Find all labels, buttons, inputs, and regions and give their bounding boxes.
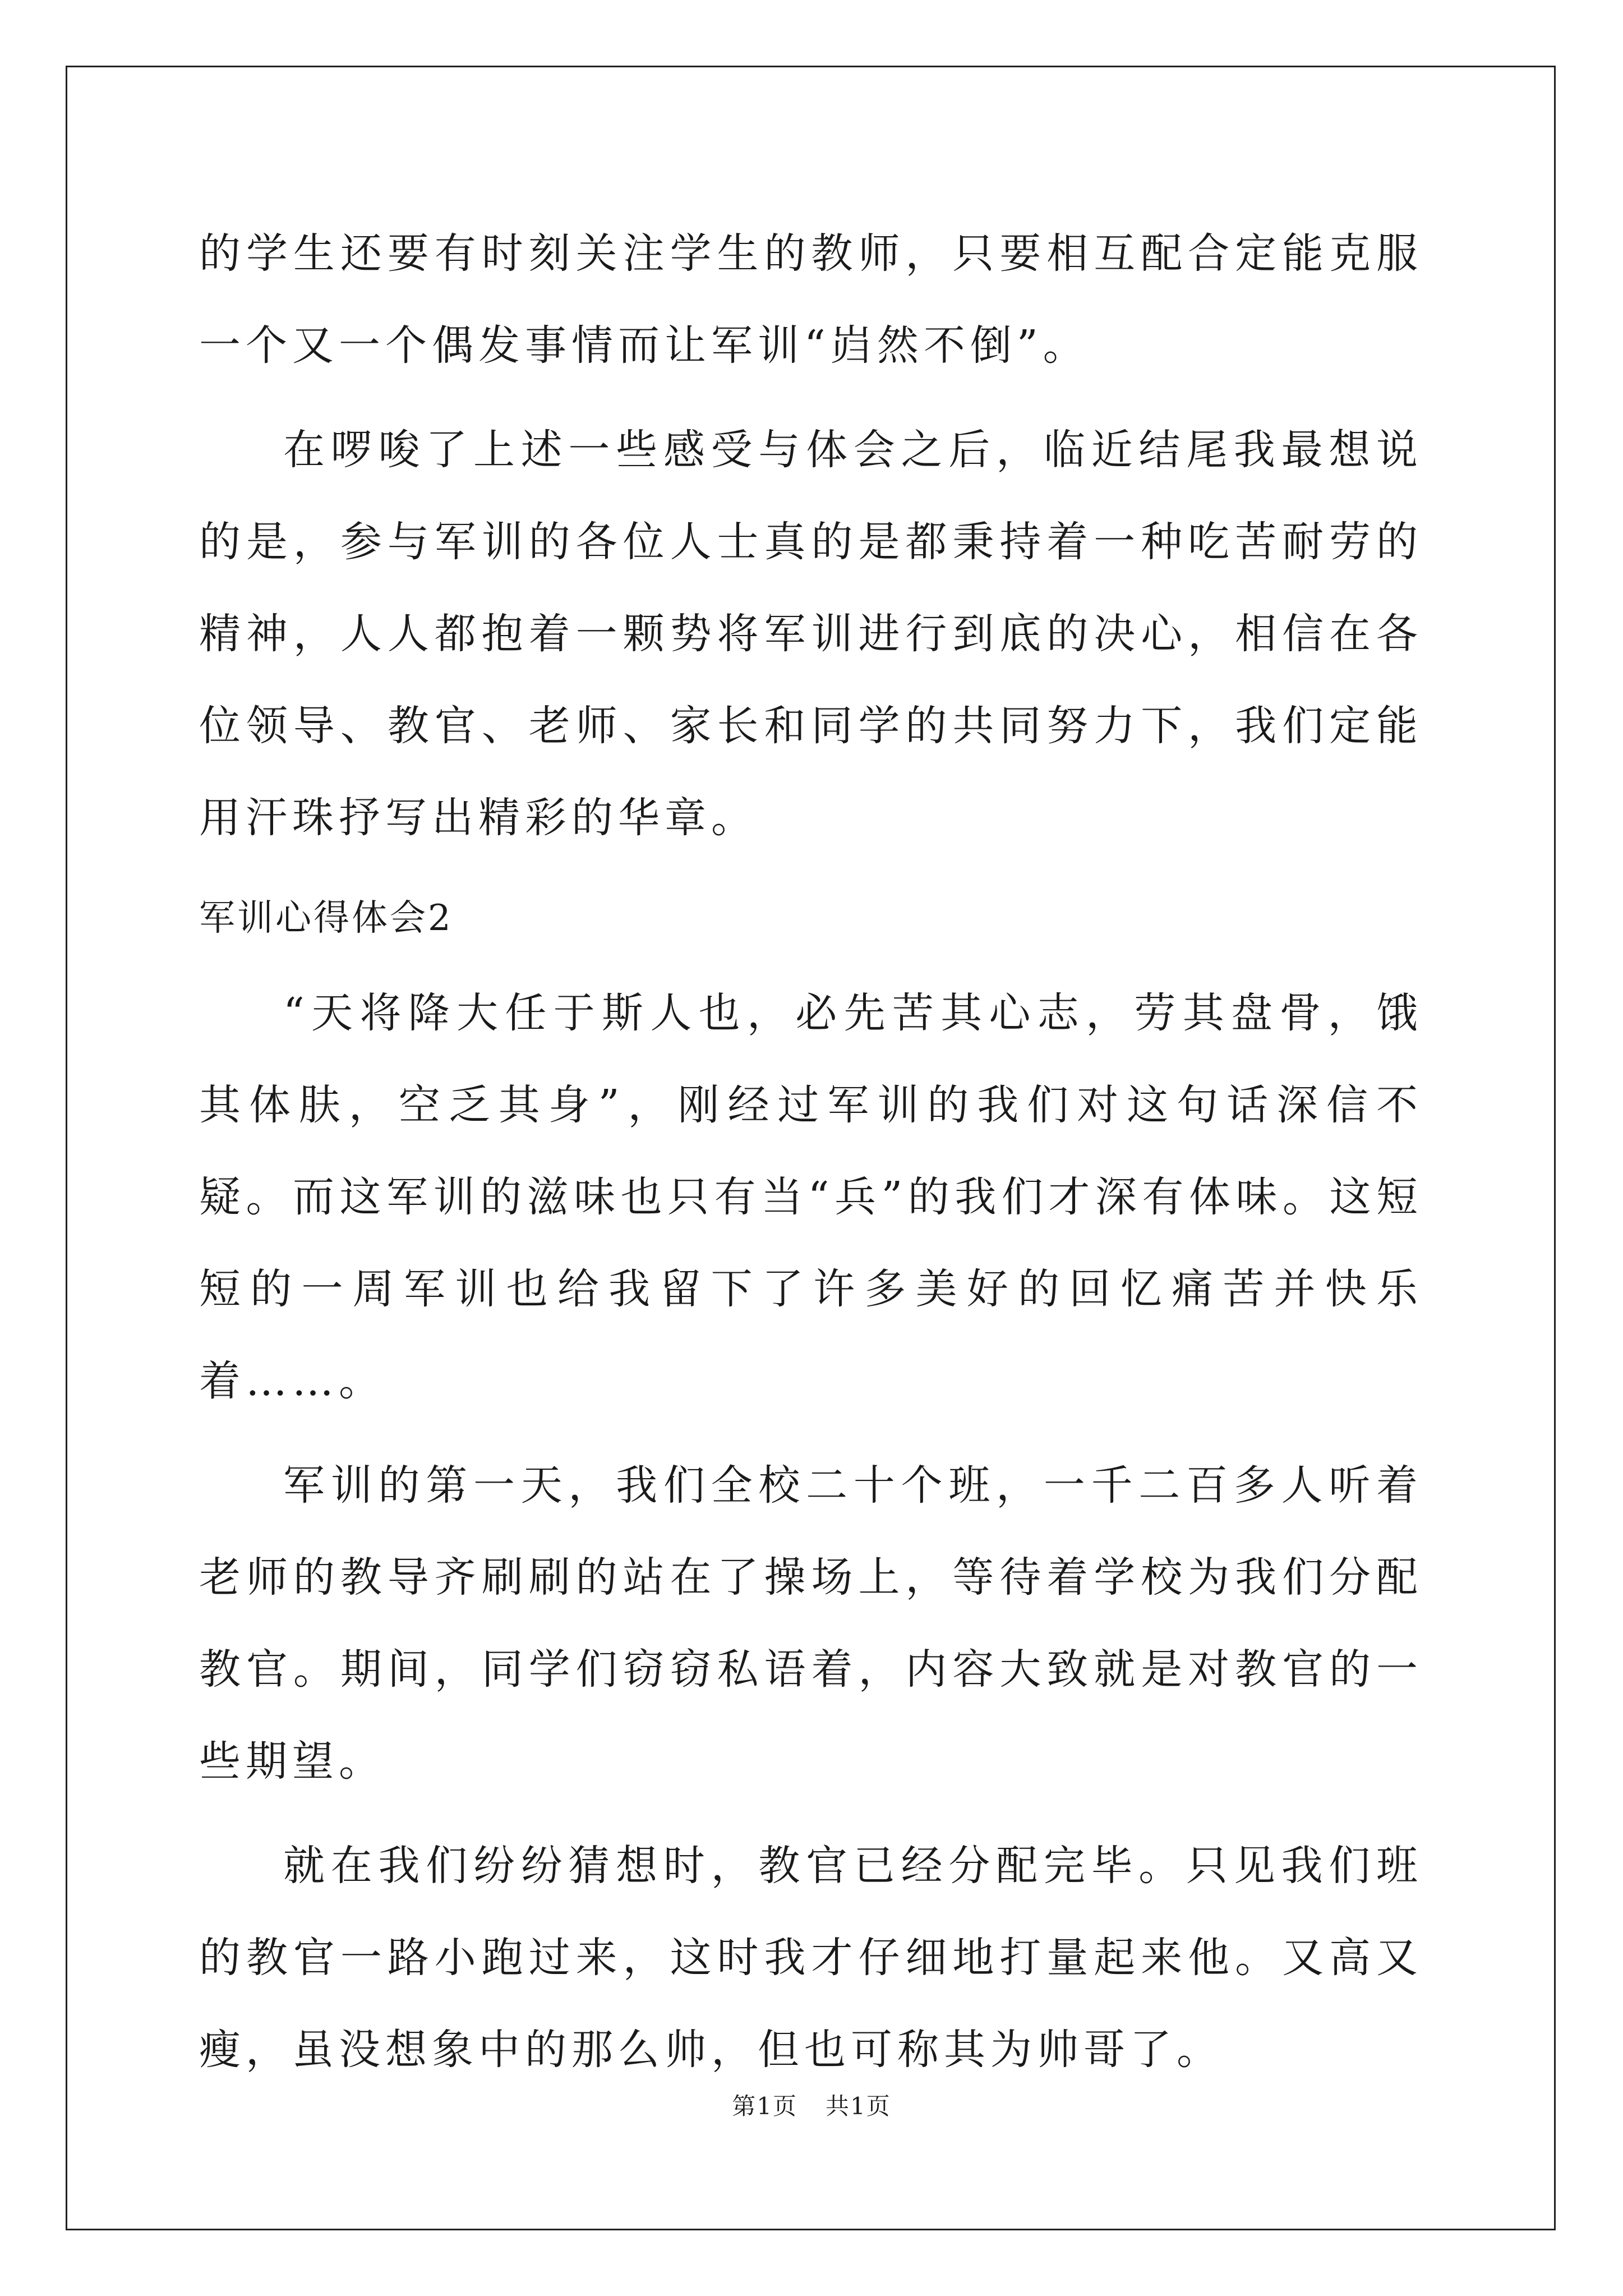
page-number: 第1页 [732, 2092, 797, 2120]
section-title: 军训心得体会2 [199, 898, 453, 939]
paragraph-4: 军训的第一天，我们全校二十个班，一千二百多人听着老师的教导齐刷刷的站在了操场上，等待着学校为我们分配教官。期间，同学们窃窃私语着，内容大致就是对教官的一些期望。 [199, 1461, 1423, 1786]
page-footer [0, 2088, 1623, 2122]
paragraph-1: 的学生还要有时刻关注学生的教师，只要相互配合定能克服一个又一个偶发事情而让军训“岿然不倒”。 [199, 229, 1423, 370]
paragraph-2: 在啰唆了上述一些感受与体会之后，临近结尾我最想说的是，参与军训的各位人士真的是都秉持着一种吃苦耐劳的精神，人人都抱着一颗势将军训进行到底的决心，相信在各位领导、教官、老师、家长和同学的共同努力下，我们定能用汗珠抒写出精彩的华章。 [199, 426, 1423, 842]
page-total: 共1页 [826, 2092, 891, 2120]
paragraph-5: 就在我们纷纷猜想时，教官已经分配完毕。只见我们班的教官一路小跑过来，这时我才仔细地打量起来他。又高又瘦，虽没想象中的那么帅，但也可称其为帅哥了。 [199, 1842, 1423, 2074]
paragraph-3: “天将降大任于斯人也，必先苦其心志，劳其盘骨，饿其体肤，空乏其身”，刚经过军训的我们对这句话深信不疑。而这军训的滋味也只有当“兵”的我们才深有体味。这短短的一周军训也给我留下了许多美好的回忆痛苦并快乐着……。 [199, 989, 1423, 1405]
document-body [199, 208, 1423, 2108]
